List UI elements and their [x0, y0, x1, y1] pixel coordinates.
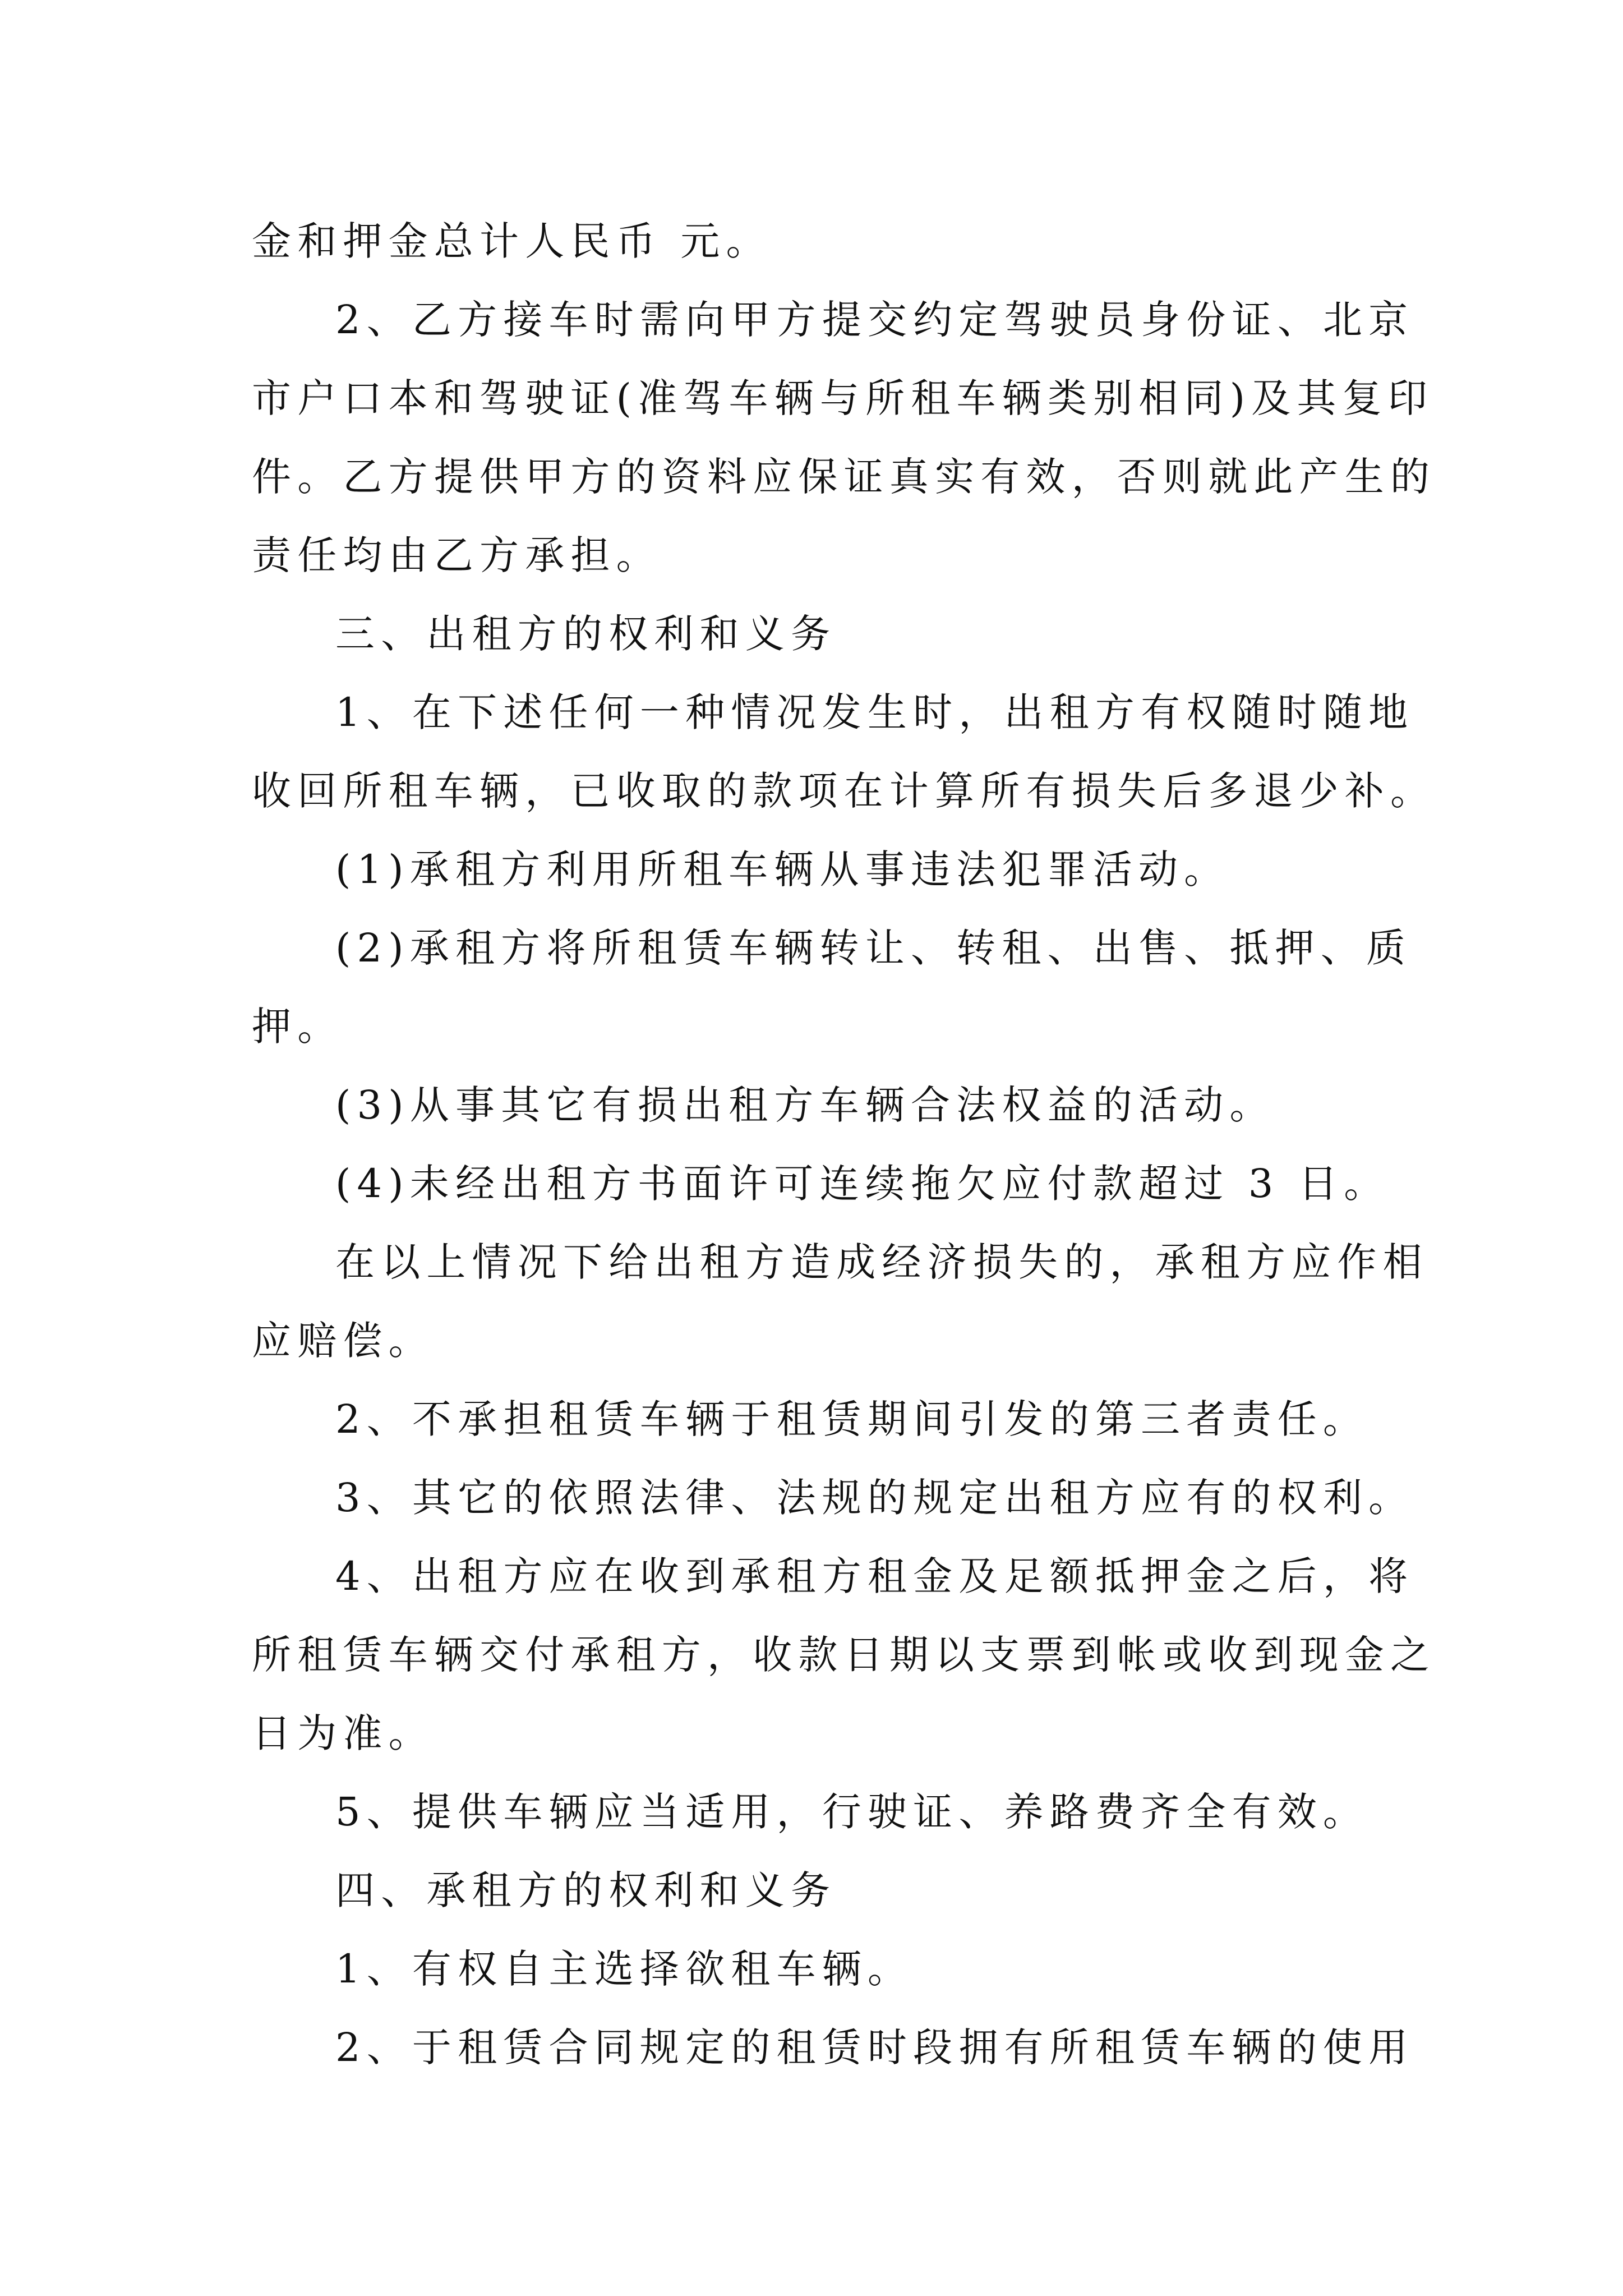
text-line: (3)从事其它有损出租方车辆合法权益的活动。: [335, 1082, 1275, 1128]
text-line: 责任均由乙方承担。: [252, 532, 662, 578]
text-line: (4)未经出租方书面许可连续拖欠应付款超过 3 日。: [335, 1161, 1390, 1207]
text-line: 应赔偿。: [252, 1318, 434, 1364]
text-line: 在以上情况下给出租方造成经济损失的，承租方应作相: [335, 1239, 1428, 1285]
text-line: 押。: [252, 1004, 343, 1050]
text-line: 日为准。: [252, 1710, 434, 1756]
section-heading: 四、承租方的权利和义务: [335, 1867, 837, 1913]
text-line: 2、乙方接车时需向甲方提交约定驾驶员身份证、北京: [335, 297, 1414, 343]
text-line: (1)承租方利用所租车辆从事违法犯罪活动。: [335, 846, 1230, 892]
text-line: 金和押金总计人民币 元。: [252, 218, 772, 264]
text-line: 收回所租车辆，已收取的款项在计算所有损失后多退少补。: [252, 768, 1436, 814]
text-line: 2、不承担租赁车辆于租赁期间引发的第三者责任。: [335, 1396, 1369, 1442]
text-line: 件。乙方提供甲方的资料应保证真实有效，否则就此产生的: [252, 454, 1436, 500]
text-line: (2)承租方将所租赁车辆转让、转租、出售、抵押、质: [335, 925, 1412, 971]
text-line: 3、其它的依照法律、法规的规定出租方应有的权利。: [335, 1475, 1414, 1521]
text-line: 1、有权自主选择欲租车辆。: [335, 1946, 914, 1992]
text-line: 2、于租赁合同规定的租赁时段拥有所租赁车辆的使用: [335, 2024, 1414, 2070]
text-line: 所租赁车辆交付承租方，收款日期以支票到帐或收到现金之: [252, 1632, 1436, 1678]
text-line: 市户口本和驾驶证(准驾车辆与所租车辆类别相同)及其复印: [252, 375, 1434, 421]
text-line: 4、出租方应在收到承租方租金及足额抵押金之后，将: [335, 1553, 1414, 1599]
text-line: 5、提供车辆应当适用，行驶证、养路费齐全有效。: [335, 1789, 1369, 1835]
text-line: 1、在下述任何一种情况发生时，出租方有权随时随地: [335, 689, 1414, 735]
section-heading: 三、出租方的权利和义务: [335, 611, 837, 657]
